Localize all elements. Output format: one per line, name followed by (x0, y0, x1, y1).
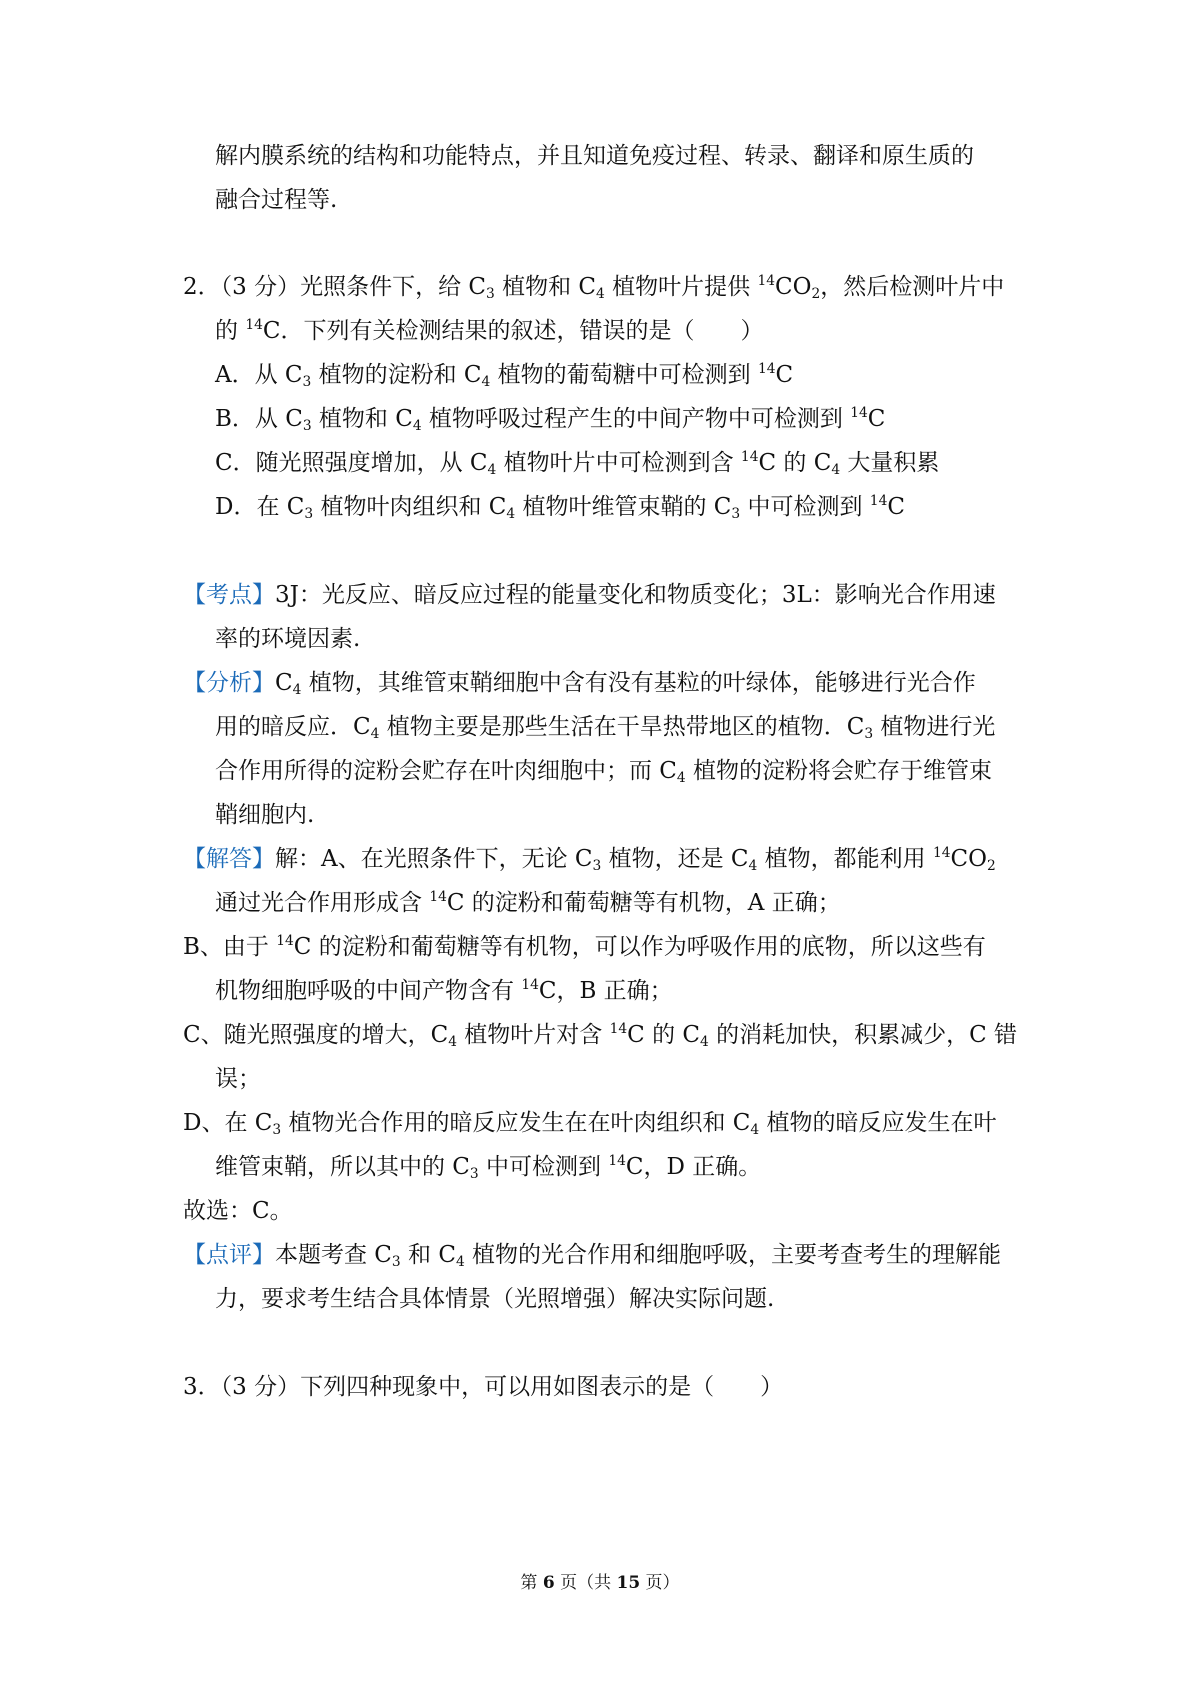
page-footer: 第 6 页（共 15 页） (520, 1573, 680, 1593)
question-score: （3 分） (220, 274, 301, 300)
kaodian-line-2: 率的环境因素. (215, 626, 361, 652)
page-number: 6 (542, 1573, 555, 1593)
kaodian-line-1: 【考点】3J：光反应、暗反应过程的能量变化和物质变化；3L：影响光合作用速 (183, 582, 996, 608)
question-3-stem: 3．（3 分）下列四种现象中，可以用如图表示的是（ ） (183, 1374, 784, 1400)
question-number: 2． (183, 274, 221, 300)
jieda-line-3: B、由于 $^{14}$C 的淀粉和葡萄糖等有机物，可以作为呼吸作用的底物，所以这些有 (183, 933, 986, 960)
question-score: （3 分） (220, 1374, 301, 1400)
option-a: A．从 $C_3$ 植物的淀粉和 $C_4$ 植物的葡萄糖中可检测到 $^{14}$C (215, 361, 794, 391)
jieda-line-8: 维管束鞘，所以其中的 $C_3$ 中可检测到 $^{14}$C，D 正确。 (215, 1153, 762, 1183)
page-total: 15 (616, 1573, 641, 1593)
dianping-tag: 【点评】 (183, 1242, 275, 1268)
continuation-line-1: 解内膜系统的结构和功能特点，并且知道免疫过程、转录、翻译和原生质的 (215, 143, 974, 169)
jieda-line-4: 机物细胞呼吸的中间产物含有 $^{14}$C，B 正确； (215, 977, 673, 1004)
question-2-stem-line-1: 2．（3 分）光照条件下，给 $C_3$ 植物和 $C_4$ 植物叶片提供 $^{14}CO_2$，然后检测叶片中 (183, 273, 1005, 303)
question-2-stem-line-2: 的 $^{14}$C．下列有关检测结果的叙述，错误的是（ ） (215, 317, 764, 344)
jieda-line-6: 误； (215, 1066, 261, 1092)
kaodian-tag: 【考点】 (183, 582, 275, 608)
jieda-answer-line: 故选：C。 (183, 1198, 293, 1224)
dianping-line-1: 【点评】本题考查 $C_3$ 和 $C_4$ 植物的光合作用和细胞呼吸，主要考查考生的理解能 (183, 1242, 1002, 1271)
question-number: 3． (183, 1374, 221, 1400)
option-d: D．在 $C_3$ 植物叶肉组织和 $C_4$ 植物叶维管束鞘的 $C_3$ 中可检测到 $^{14}$C (215, 493, 905, 523)
fenxi-line-3: 合作用所得的淀粉会贮存在叶肉细胞中；而 $C_4$ 植物的淀粉将会贮存于维管束 (215, 758, 993, 787)
jieda-line-1: 【解答】解：A、在光照条件下，无论 $C_3$ 植物，还是 $C_4$ 植物，都能利用 $^{14}CO_2$ (183, 845, 996, 875)
continuation-line-2: 融合过程等. (215, 187, 338, 213)
jieda-line-5: C、随光照强度的增大，$C_4$ 植物叶片对含 $^{14}$C 的 $C_4$ 的消耗加快，积累减少，C 错 (183, 1021, 1018, 1051)
dianping-line-2: 力，要求考生结合具体情景（光照增强）解决实际问题. (215, 1286, 775, 1312)
option-b: B．从 $C_3$ 植物和 $C_4$ 植物呼吸过程产生的中间产物中可检测到 $^{14}$C (215, 405, 886, 435)
fenxi-line-1: 【分析】$C_4$ 植物，其维管束鞘细胞中含有没有基粒的叶绿体，能够进行光合作 (183, 670, 976, 699)
fenxi-line-2: 用的暗反应．$C_4$ 植物主要是那些生活在干旱热带地区的植物．$C_3$ 植物进行光 (215, 714, 996, 743)
fenxi-tag: 【分析】 (183, 670, 275, 696)
jieda-line-2: 通过光合作用形成含 $^{14}$C 的淀粉和葡萄糖等有机物，A 正确； (215, 889, 841, 916)
jieda-tag: 【解答】 (183, 846, 275, 872)
fenxi-line-4: 鞘细胞内. (215, 802, 315, 828)
jieda-line-7: D、在 $C_3$ 植物光合作用的暗反应发生在在叶肉组织和 $C_4$ 植物的暗反应发生在叶 (183, 1110, 997, 1139)
option-c: C．随光照强度增加，从 $C_4$ 植物叶片中可检测到含 $^{14}$C 的 $C_4$ 大量积累 (215, 449, 940, 479)
